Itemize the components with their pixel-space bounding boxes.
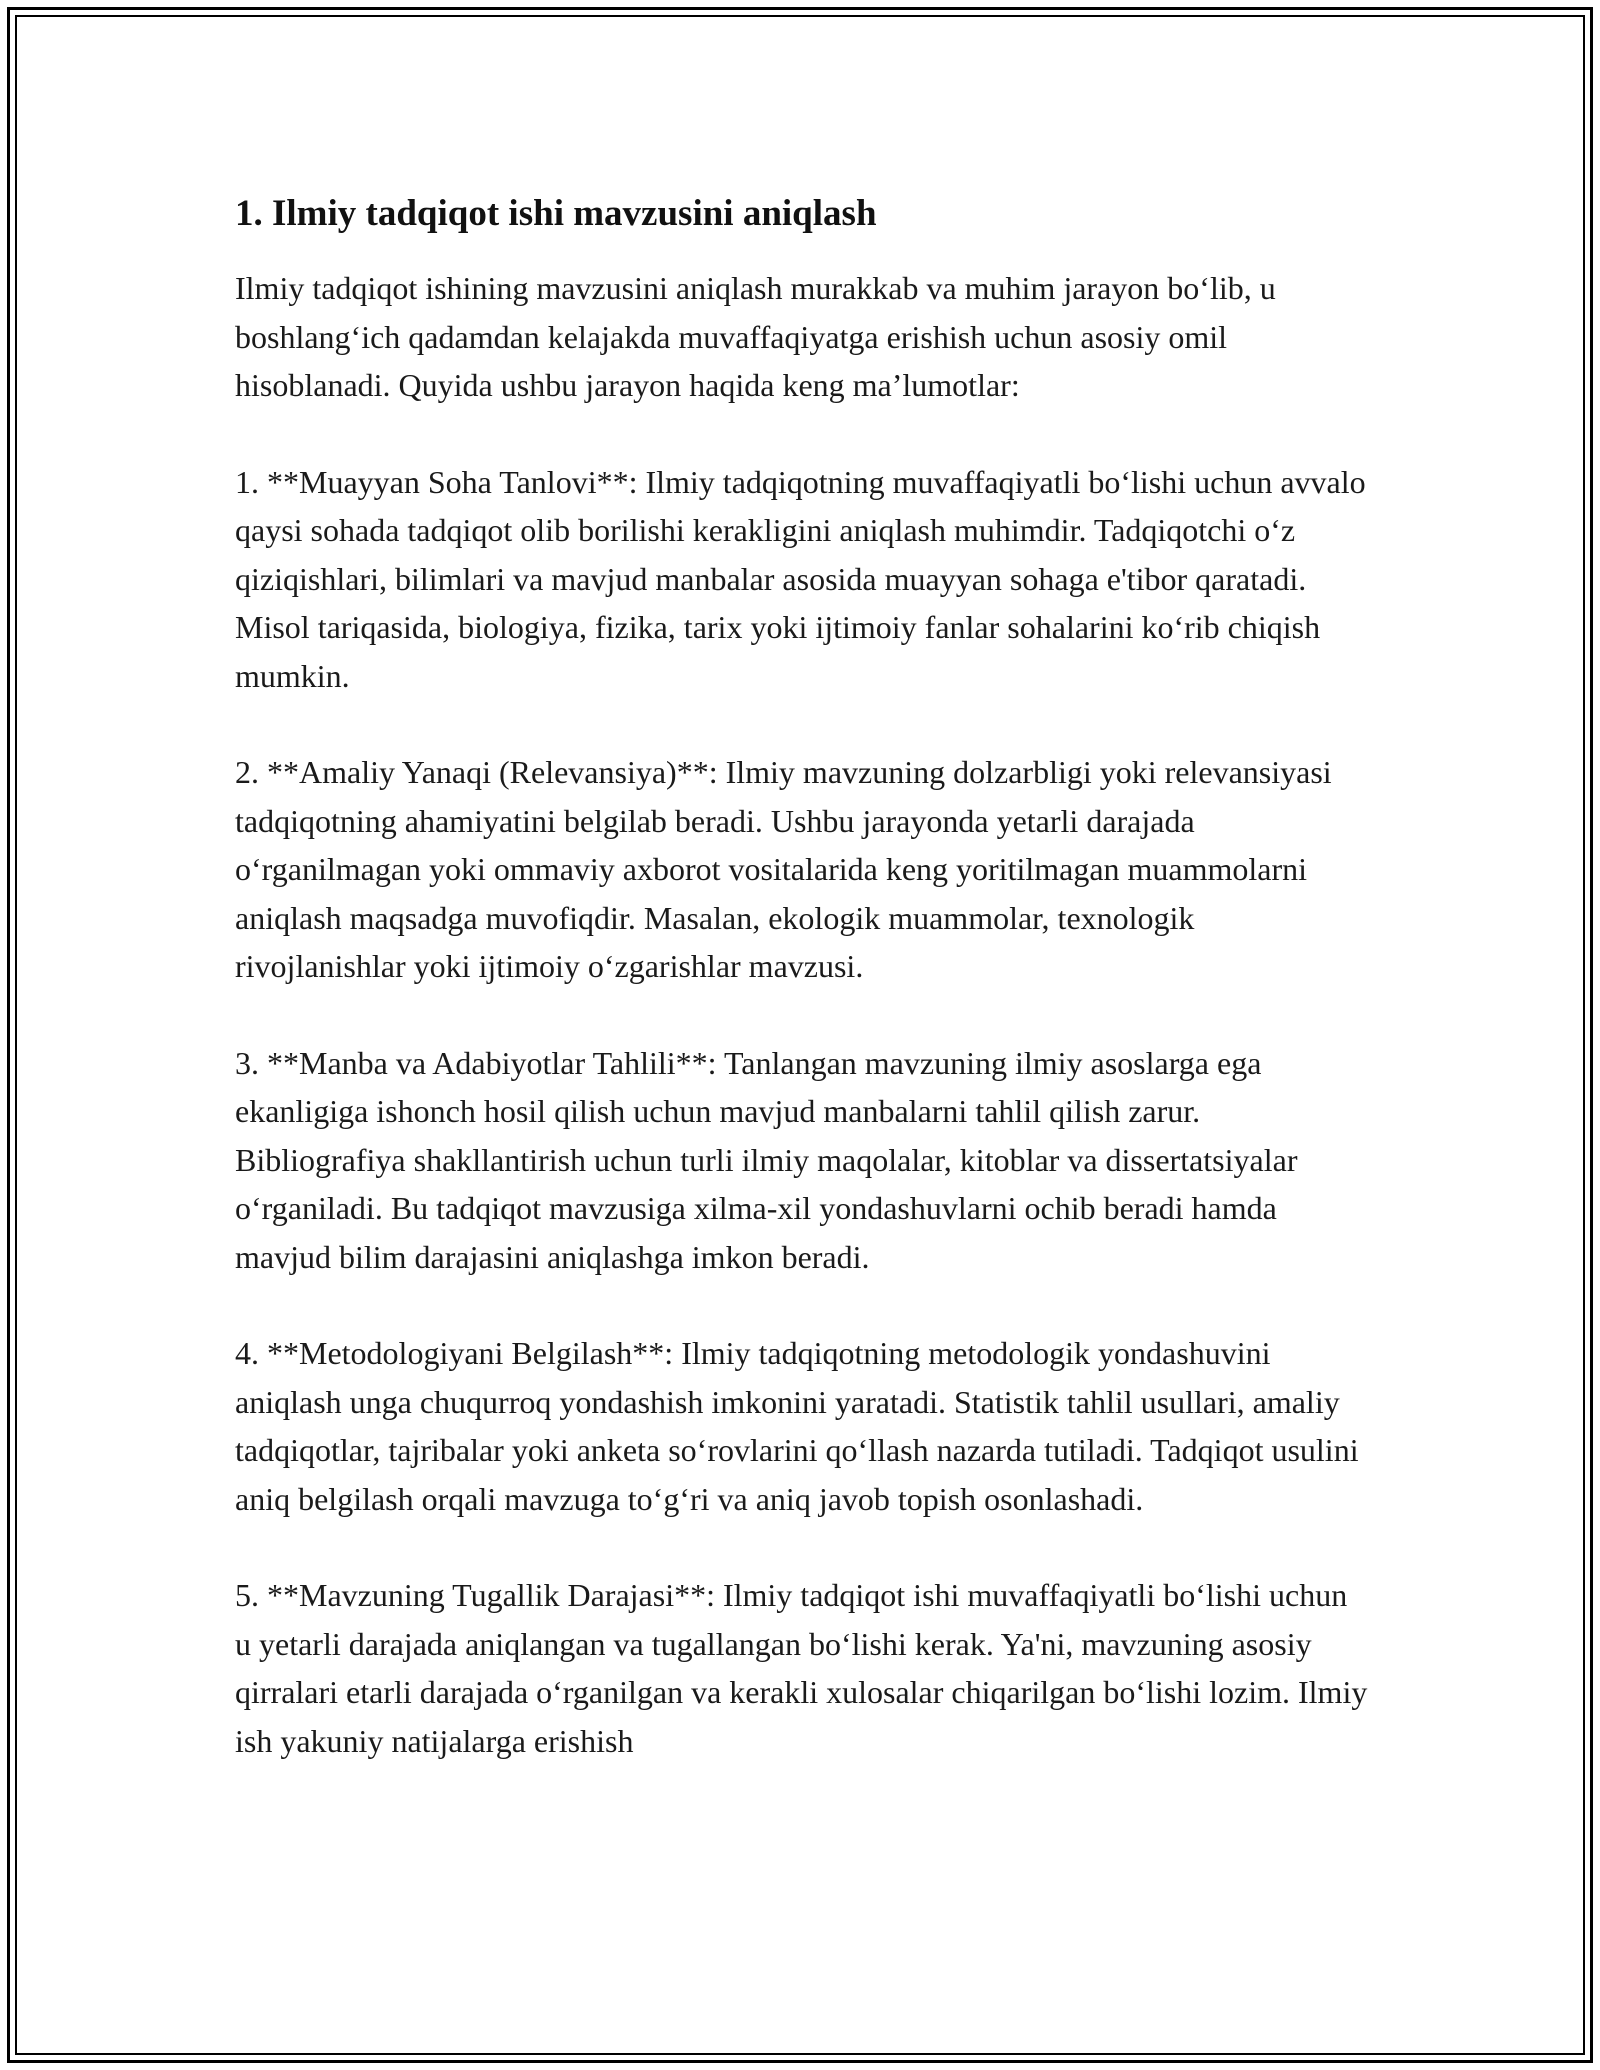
- paragraph-metodologiya: 4. **Metodologiyani Belgilash**: Ilmiy tadqiqotning metodologik yondashuvini aniqlash unga chuqurroq yondashish imkonini yaratadi. Statistik tahlil usullari, amaliy tadqiqotlar, tajribalar yoki anketa so‘rovlarini qo‘llash nazarda tutiladi. Tadqiqot usulini aniq belgilash orqali mavzuga to‘g‘ri va aniq javob topish osonlashadi.: [235, 1335, 1359, 1517]
- section-heading: 1. Ilmiy tadqiqot ishi mavzusini aniqlash: [235, 193, 877, 234]
- paragraph-amaliy-yanaqi: 2. **Amaliy Yanaqi (Relevansiya)**: Ilmiy mavzuning dolzarbligi yoki relevansiyasi tadqiqotning ahamiyatini belgilab beradi. Ushbu jarayonda yetarli darajada o‘rganilmagan yoki ommaviy axborot vositalarida keng yoritilmagan muammolarni aniqlash maqsadga muvofiqdir. Masalan, ekologik muammolar, texnologik rivojlanishlar yoki ijtimoiy o‘zgarishlar mavzusi.: [235, 754, 1332, 984]
- paragraph-soha-tanlovi: 1. **Muayyan Soha Tanlovi**: Ilmiy tadqiqotning muvaffaqiyatli bo‘lishi uchun avvalo qaysi sohada tadqiqot olib borilishi kerakligini aniqlash muhimdir. Tadqiqotchi o‘z qiziqishlari, bilimlari va mavjud manbalar asosida muayyan sohaga e'tibor qaratadi. Misol tariqasida, biologiya, fizika, tarix yoki ijtimoiy fanlar sohalarini ko‘rib chiqish mumkin.: [235, 463, 1366, 694]
- intro-paragraph: Ilmiy tadqiqot ishining mavzusini aniqlash murakkab va muhim jarayon bo‘lib, u boshlang‘ich qadamdan kelajakda muvaffaqiyatga erishish uchun asosiy omil hisoblanadi. Quyida ushbu jarayon haqida keng ma’lumotlar:: [235, 270, 1276, 403]
- paragraph-manba-tahlili: 3. **Manba va Adabiyotlar Tahlili**: Tanlangan mavzuning ilmiy asoslarga ega ekanligiga ishonch hosil qilish uchun mavjud manbalarni tahlil qilish zarur. Bibliografiya shakllantirish uchun turli ilmiy maqolalar, kitoblar va dissertatsiyalar o‘rganiladi. Bu tadqiqot mavzusiga xilma-xil yondashuvlarni ochib beradi hamda mavjud bilim darajasini aniqlashga imkon beradi.: [235, 1044, 1298, 1275]
- document-body: [235, 186, 1370, 1813]
- paragraph-tugallik-darajasi: 5. **Mavzuning Tugallik Darajasi**: Ilmiy tadqiqot ishi muvaffaqiyatli bo‘lishi uchun u yetarli darajada aniqlangan va tugallangan bo‘lishi kerak. Ya'ni, mavzuning asosiy qirralari etarli darajada o‘rganilgan va kerakli xulosalar chiqarilgan bo‘lishi lozim. Ilmiy ish yakuniy natijalarga erishish: [235, 1577, 1368, 1759]
